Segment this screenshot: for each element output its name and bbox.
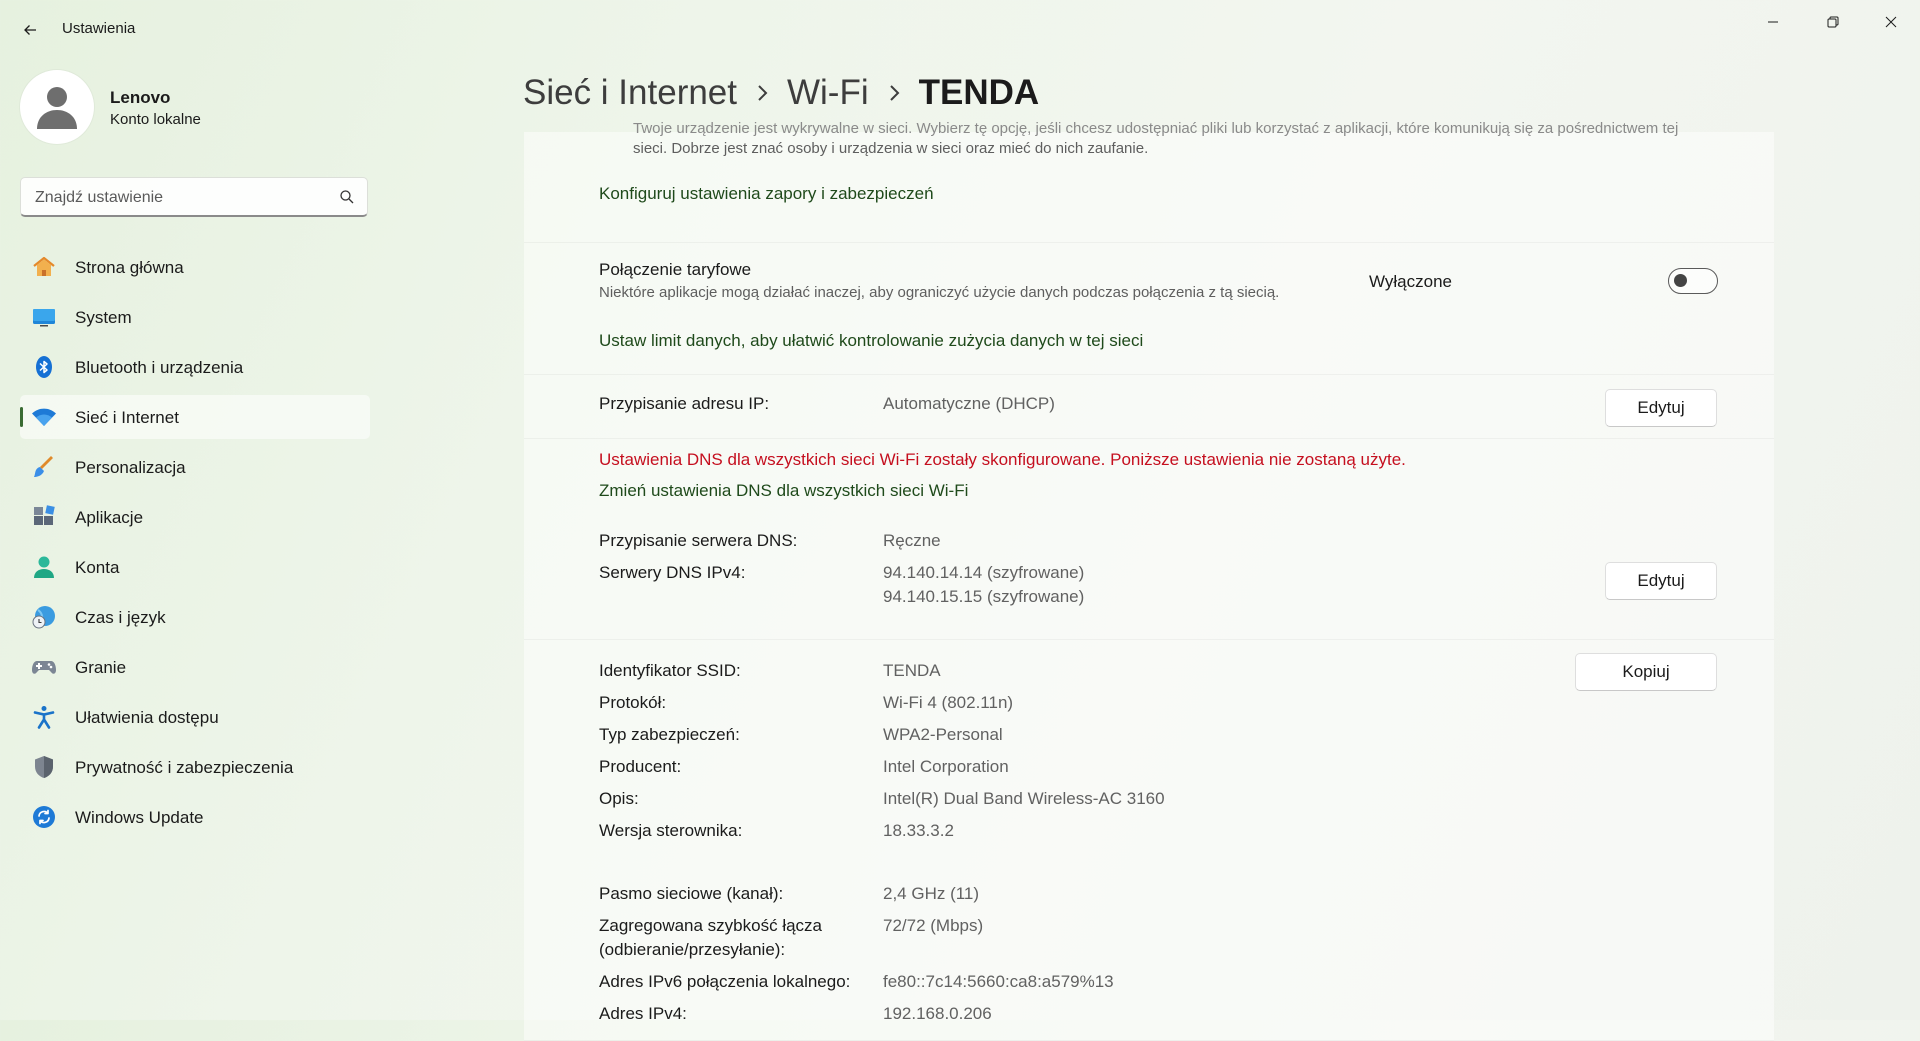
avatar[interactable] bbox=[20, 70, 94, 144]
property-value: Intel Corporation bbox=[883, 757, 1009, 776]
dns-card bbox=[524, 439, 1774, 640]
ip-assignment-value: Automatyczne (DHCP) bbox=[883, 394, 1055, 413]
ip-assignment-label: Przypisanie adresu IP: bbox=[599, 394, 770, 413]
update-icon bbox=[32, 805, 56, 829]
sidebar-item-network[interactable]: Sieć i Internet bbox=[20, 395, 370, 439]
copy-properties-button[interactable]: Kopiuj bbox=[1575, 653, 1717, 691]
property-value: 192.168.0.206 bbox=[883, 1004, 992, 1023]
sidebar-item-accounts[interactable]: Konta bbox=[20, 545, 370, 589]
firewall-settings-link[interactable]: Konfiguruj ustawienia zapory i zabezpieczeń bbox=[599, 184, 934, 203]
property-label: Adres IPv4: bbox=[599, 1004, 687, 1023]
sidebar-item-gaming[interactable]: Granie bbox=[20, 645, 370, 689]
brush-icon bbox=[32, 455, 56, 479]
sidebar-item-bluetooth[interactable]: Bluetooth i urządzenia bbox=[20, 345, 370, 389]
firewall-description: sieci. Dobrze jest znać osoby i urządzenia w sieci oraz mieć do nich zaufanie. bbox=[633, 140, 1149, 157]
property-value: 72/72 (Mbps) bbox=[883, 916, 984, 935]
minimize-icon bbox=[1767, 16, 1779, 28]
property-label-continued: (odbieranie/przesyłanie): bbox=[599, 940, 786, 959]
minimize-button[interactable] bbox=[1750, 6, 1796, 38]
metered-connection-card bbox=[524, 243, 1774, 375]
back-arrow-icon bbox=[22, 22, 38, 38]
close-button[interactable] bbox=[1868, 6, 1914, 38]
property-value: fe80::7c14:5660:ca8:a579%13 bbox=[883, 972, 1114, 991]
metered-state-label: Wyłączone bbox=[1369, 272, 1452, 291]
home-icon bbox=[32, 255, 56, 279]
property-value: 18.33.3.2 bbox=[883, 821, 954, 840]
search-box bbox=[20, 177, 368, 217]
display-icon bbox=[32, 305, 56, 329]
property-value: Wi-Fi 4 (802.11n) bbox=[883, 693, 1014, 712]
ip-assignment-card bbox=[524, 375, 1774, 439]
chevron-right-icon bbox=[887, 84, 901, 102]
property-value: Intel(R) Dual Band Wireless-AC 3160 bbox=[883, 789, 1165, 808]
title-bar bbox=[0, 0, 1920, 60]
sidebar-item-apps[interactable]: Aplikacje bbox=[20, 495, 370, 539]
property-label: Pasmo sieciowe (kanał): bbox=[599, 884, 784, 903]
chevron-right-icon bbox=[755, 84, 769, 102]
property-label: Zagregowana szybkość łącza bbox=[599, 916, 823, 935]
accessibility-icon bbox=[32, 705, 56, 729]
firewall-card bbox=[524, 120, 1774, 243]
property-value: 2,4 GHz (11) bbox=[883, 884, 980, 903]
dns-server-2: 94.140.15.15 (szyfrowane) bbox=[883, 587, 1085, 606]
dns-warning: Ustawienia DNS dla wszystkich sieci Wi-Fi zostały skonfigurowane. Poniższe ustawienia nie zostaną użyte. bbox=[599, 450, 1406, 469]
property-value: WPA2-Personal bbox=[883, 725, 1003, 744]
network-properties-card bbox=[524, 640, 1774, 1041]
edit-ip-button[interactable]: Edytuj bbox=[1605, 389, 1717, 427]
sidebar-item-privacy[interactable]: Prywatność i zabezpieczenia bbox=[20, 745, 370, 789]
metered-toggle[interactable] bbox=[1668, 268, 1718, 294]
property-label: Protokół: bbox=[599, 693, 667, 712]
property-label: Typ zabezpieczeń: bbox=[599, 725, 740, 744]
sidebar-item-home[interactable]: Strona główna bbox=[20, 245, 370, 289]
search-input[interactable] bbox=[33, 178, 337, 218]
shield-icon bbox=[32, 755, 56, 779]
gamepad-icon bbox=[32, 655, 56, 679]
metered-title: Połączenie taryfowe bbox=[599, 260, 752, 279]
page-title: TENDA bbox=[918, 73, 1040, 112]
property-value: TENDA bbox=[883, 661, 941, 680]
apps-icon bbox=[32, 505, 56, 529]
sidebar-item-system[interactable]: System bbox=[20, 295, 370, 339]
back-button[interactable] bbox=[14, 16, 46, 44]
user-icon bbox=[35, 83, 79, 131]
dns-assignment-value: Ręczne bbox=[883, 531, 941, 550]
edit-dns-button[interactable]: Edytuj bbox=[1605, 562, 1717, 600]
sidebar-nav bbox=[20, 245, 370, 845]
search-icon[interactable] bbox=[339, 189, 355, 205]
person-icon bbox=[32, 555, 56, 579]
property-label: Producent: bbox=[599, 757, 682, 776]
sidebar-item-accessibility[interactable]: Ułatwienia dostępu bbox=[20, 695, 370, 739]
restore-button[interactable] bbox=[1810, 6, 1856, 38]
globe-clock-icon bbox=[32, 605, 56, 629]
dns-server-1: 94.140.14.14 (szyfrowane) bbox=[883, 563, 1085, 582]
wifi-icon bbox=[32, 405, 56, 429]
breadcrumb-wifi[interactable]: Wi-Fi bbox=[787, 73, 869, 112]
breadcrumb bbox=[523, 70, 1039, 116]
profile-name: Lenovo bbox=[110, 88, 171, 107]
dns-assignment-label: Przypisanie serwera DNS: bbox=[599, 531, 798, 550]
restore-icon bbox=[1827, 16, 1839, 28]
close-icon bbox=[1885, 16, 1897, 28]
property-label: Opis: bbox=[599, 789, 639, 808]
sidebar-item-personalization[interactable]: Personalizacja bbox=[20, 445, 370, 489]
data-limit-link[interactable]: Ustaw limit danych, aby ułatwić kontrolowanie zużycia danych w tej sieci bbox=[599, 331, 1144, 350]
breadcrumb-network[interactable]: Sieć i Internet bbox=[523, 73, 737, 112]
sidebar-item-time-language[interactable]: Czas i język bbox=[20, 595, 370, 639]
sidebar-item-windows-update[interactable]: Windows Update bbox=[20, 795, 370, 839]
property-label: Wersja sterownika: bbox=[599, 821, 743, 840]
profile-account-type: Konto lokalne bbox=[110, 111, 201, 128]
firewall-description-clipped: Twoje urządzenie jest wykrywalne w sieci. Wybierz tę opcję, jeśli chcesz udostępniać pliki lub korzystać z aplikacji, które komunikują się za pośrednictwem tej bbox=[633, 120, 1679, 137]
dns-servers-label: Serwery DNS IPv4: bbox=[599, 563, 746, 582]
metered-description: Niektóre aplikacje mogą działać inaczej, aby ograniczyć użycie danych podczas połączenia z tą siecią. bbox=[599, 284, 1280, 301]
bluetooth-icon bbox=[32, 355, 56, 379]
dns-all-networks-link[interactable]: Zmień ustawienia DNS dla wszystkich sieci Wi-Fi bbox=[599, 481, 969, 500]
property-label: Identyfikator SSID: bbox=[599, 661, 741, 680]
app-title: Ustawienia bbox=[62, 20, 136, 37]
settings-content bbox=[524, 120, 1774, 1023]
property-label: Adres IPv6 połączenia lokalnego: bbox=[599, 972, 851, 991]
